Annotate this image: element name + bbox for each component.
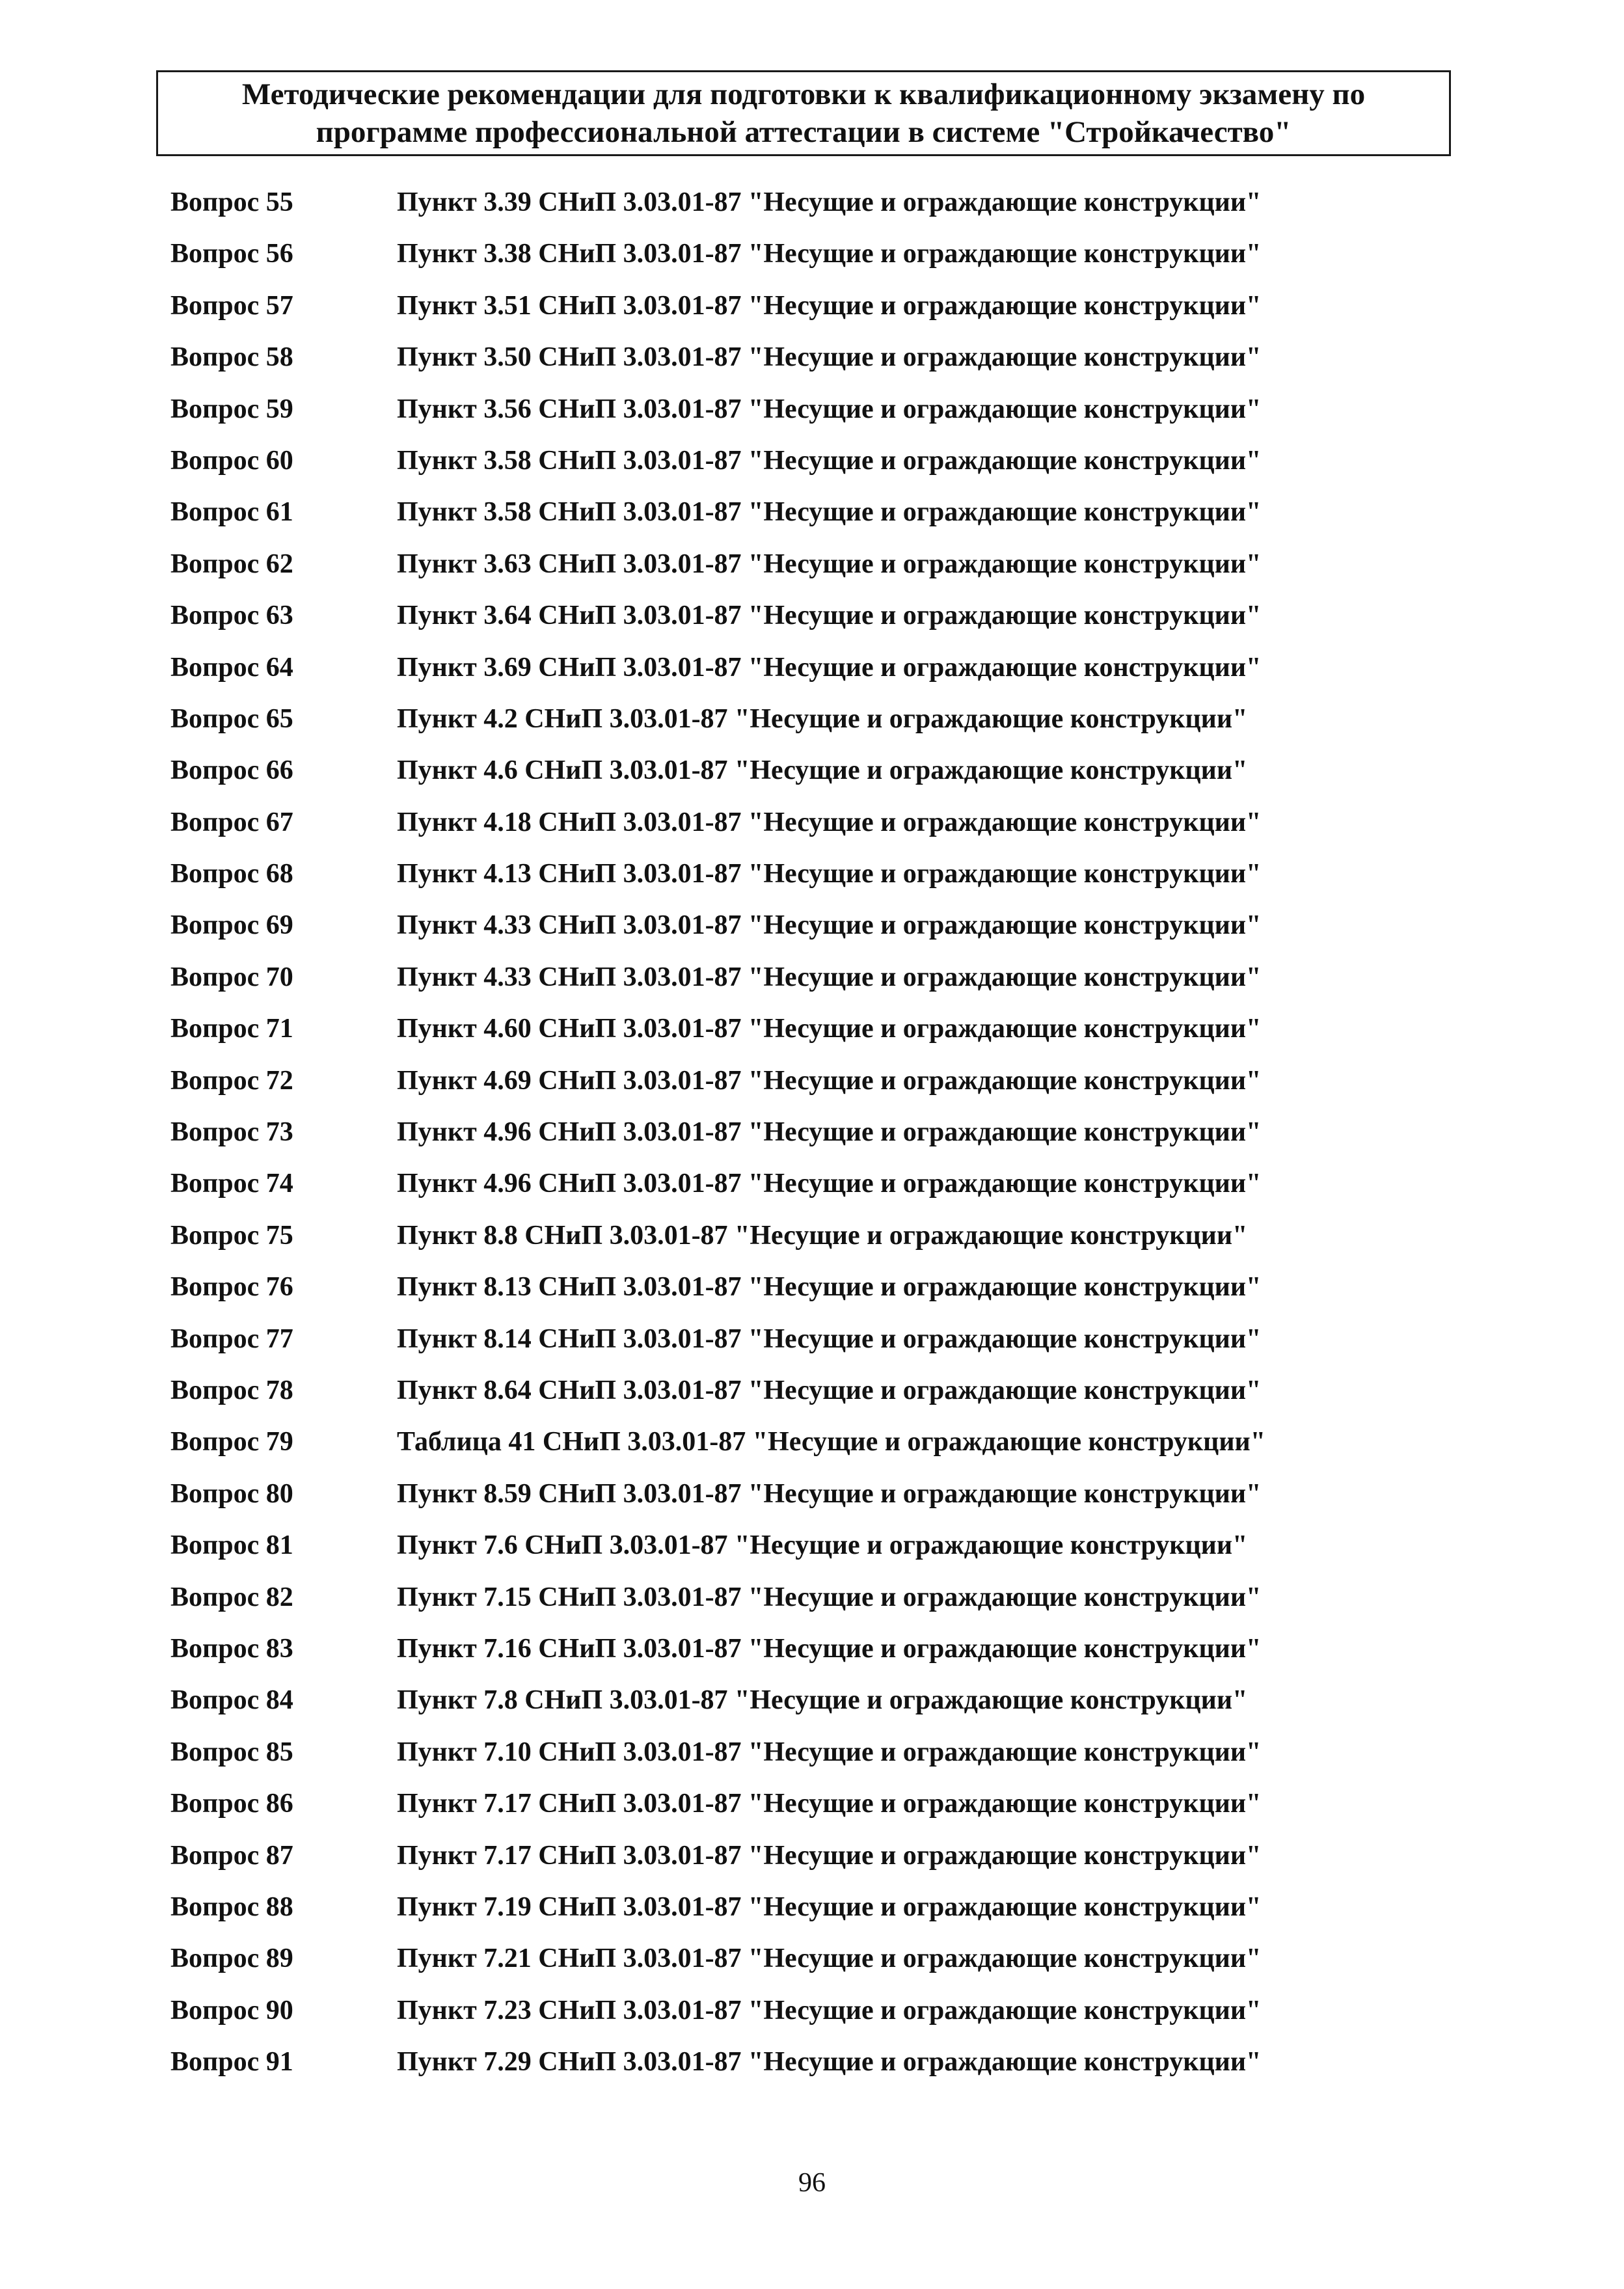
- normative-reference: Пункт 4.33 СНиП 3.03.01-87 "Несущие и ограждающие конструкции": [397, 962, 1262, 992]
- list-item: [0, 391, 1624, 442]
- normative-reference: Пункт 7.29 СНиП 3.03.01-87 "Несущие и ограждающие конструкции": [397, 2047, 1262, 2078]
- normative-reference: Пункт 3.64 СНиП 3.03.01-87 "Несущие и ограждающие конструкции": [397, 601, 1262, 631]
- list-item: [0, 1682, 1624, 1733]
- question-number: Вопрос 80: [170, 1478, 293, 1509]
- question-number: Вопрос 78: [170, 1375, 293, 1405]
- question-number: Вопрос 86: [170, 1789, 293, 1819]
- question-number: Вопрос 63: [170, 601, 293, 631]
- question-number: Вопрос 57: [170, 290, 293, 321]
- normative-reference: Пункт 7.17 СНиП 3.03.01-87 "Несущие и ограждающие конструкции": [397, 1840, 1262, 1871]
- list-item: [0, 1837, 1624, 1889]
- question-reference-list: [0, 184, 1624, 2095]
- normative-reference: Пункт 7.15 СНиП 3.03.01-87 "Несущие и ограждающие конструкции": [397, 1582, 1262, 1612]
- normative-reference: Пункт 4.6 СНиП 3.03.01-87 "Несущие и ограждающие конструкции": [397, 755, 1248, 786]
- normative-reference: Пункт 7.17 СНиП 3.03.01-87 "Несущие и ограждающие конструкции": [397, 1789, 1262, 1819]
- normative-reference: Пункт 3.39 СНиП 3.03.01-87 "Несущие и ограждающие конструкции": [397, 187, 1262, 217]
- question-number: Вопрос 65: [170, 703, 293, 734]
- normative-reference: Пункт 7.6 СНиП 3.03.01-87 "Несущие и ограждающие конструкции": [397, 1530, 1248, 1561]
- list-item: [0, 1476, 1624, 1527]
- question-number: Вопрос 67: [170, 807, 293, 837]
- normative-reference: Пункт 8.59 СНиП 3.03.01-87 "Несущие и ограждающие конструкции": [397, 1478, 1262, 1509]
- list-item: [0, 1785, 1624, 1837]
- list-item: [0, 546, 1624, 597]
- normative-reference: Пункт 7.10 СНиП 3.03.01-87 "Несущие и ограждающие конструкции": [397, 1737, 1262, 1767]
- normative-reference: Пункт 3.63 СНиП 3.03.01-87 "Несущие и ограждающие конструкции": [397, 549, 1262, 579]
- question-number: Вопрос 68: [170, 859, 293, 889]
- question-number: Вопрос 87: [170, 1840, 293, 1871]
- question-number: Вопрос 84: [170, 1685, 293, 1716]
- list-item: [0, 1424, 1624, 1475]
- normative-reference: Пункт 4.96 СНиП 3.03.01-87 "Несущие и ограждающие конструкции": [397, 1117, 1262, 1148]
- normative-reference: Пункт 4.13 СНиП 3.03.01-87 "Несущие и ограждающие конструкции": [397, 859, 1262, 889]
- question-number: Вопрос 82: [170, 1582, 293, 1612]
- list-item: [0, 494, 1624, 545]
- question-number: Вопрос 70: [170, 962, 293, 992]
- list-item: [0, 1165, 1624, 1217]
- list-item: [0, 1992, 1624, 2044]
- normative-reference: Пункт 3.58 СНиП 3.03.01-87 "Несущие и ограждающие конструкции": [397, 445, 1262, 476]
- question-number: Вопрос 58: [170, 342, 293, 373]
- question-number: Вопрос 56: [170, 239, 293, 269]
- list-item: [0, 1269, 1624, 1320]
- question-number: Вопрос 62: [170, 549, 293, 579]
- normative-reference: Пункт 4.33 СНиП 3.03.01-87 "Несущие и ограждающие конструкции": [397, 910, 1262, 941]
- list-item: [0, 752, 1624, 804]
- question-number: Вопрос 74: [170, 1169, 293, 1199]
- list-item: [0, 701, 1624, 752]
- normative-reference: Пункт 3.58 СНиП 3.03.01-87 "Несущие и ограждающие конструкции": [397, 497, 1262, 528]
- question-number: Вопрос 83: [170, 1633, 293, 1664]
- question-number: Вопрос 66: [170, 755, 293, 786]
- list-item: [0, 959, 1624, 1010]
- normative-reference: Пункт 4.96 СНиП 3.03.01-87 "Несущие и ограждающие конструкции": [397, 1169, 1262, 1199]
- normative-reference: Пункт 4.18 СНиП 3.03.01-87 "Несущие и ограждающие конструкции": [397, 807, 1262, 837]
- list-item: [0, 856, 1624, 907]
- header-title-line-2: программе профессиональной аттестации в системе "Стройкачество": [316, 115, 1292, 149]
- list-item: [0, 339, 1624, 390]
- list-item: [0, 907, 1624, 958]
- list-item: [0, 1372, 1624, 1424]
- list-item: [0, 184, 1624, 236]
- list-item: [0, 1063, 1624, 1114]
- question-number: Вопрос 60: [170, 445, 293, 476]
- normative-reference: Пункт 4.69 СНиП 3.03.01-87 "Несущие и ограждающие конструкции": [397, 1065, 1262, 1096]
- normative-reference: Пункт 7.21 СНиП 3.03.01-87 "Несущие и ограждающие конструкции": [397, 1944, 1262, 1974]
- list-item: [0, 236, 1624, 287]
- normative-reference: Пункт 8.14 СНиП 3.03.01-87 "Несущие и ограждающие конструкции": [397, 1323, 1262, 1354]
- list-item: [0, 1321, 1624, 1372]
- question-number: Вопрос 81: [170, 1530, 293, 1561]
- normative-reference: Пункт 7.19 СНиП 3.03.01-87 "Несущие и ограждающие конструкции": [397, 1891, 1262, 1922]
- list-item: [0, 1889, 1624, 1940]
- list-item: [0, 1734, 1624, 1785]
- normative-reference: Пункт 3.38 СНиП 3.03.01-87 "Несущие и ограждающие конструкции": [397, 239, 1262, 269]
- list-item: [0, 288, 1624, 339]
- question-number: Вопрос 61: [170, 497, 293, 528]
- question-number: Вопрос 89: [170, 1944, 293, 1974]
- question-number: Вопрос 64: [170, 652, 293, 683]
- list-item: [0, 442, 1624, 494]
- list-item: [0, 804, 1624, 856]
- normative-reference: Пункт 7.23 СНиП 3.03.01-87 "Несущие и ограждающие конструкции": [397, 1995, 1262, 2025]
- normative-reference: Пункт 3.69 СНиП 3.03.01-87 "Несущие и ограждающие конструкции": [397, 652, 1262, 683]
- normative-reference: Пункт 7.8 СНиП 3.03.01-87 "Несущие и ограждающие конструкции": [397, 1685, 1248, 1716]
- list-item: [0, 597, 1624, 649]
- question-number: Вопрос 59: [170, 394, 293, 424]
- normative-reference: Пункт 3.50 СНиП 3.03.01-87 "Несущие и ограждающие конструкции": [397, 342, 1262, 373]
- normative-reference: Пункт 8.8 СНиП 3.03.01-87 "Несущие и ограждающие конструкции": [397, 1220, 1248, 1251]
- normative-reference: Пункт 3.56 СНиП 3.03.01-87 "Несущие и ограждающие конструкции": [397, 394, 1262, 424]
- list-item: [0, 649, 1624, 701]
- question-number: Вопрос 75: [170, 1220, 293, 1251]
- normative-reference: Пункт 3.51 СНиП 3.03.01-87 "Несущие и ограждающие конструкции": [397, 290, 1262, 321]
- normative-reference: Пункт 4.2 СНиП 3.03.01-87 "Несущие и ограждающие конструкции": [397, 703, 1248, 734]
- question-number: Вопрос 77: [170, 1323, 293, 1354]
- document-header: [156, 70, 1451, 156]
- question-number: Вопрос 76: [170, 1272, 293, 1303]
- question-number: Вопрос 71: [170, 1014, 293, 1044]
- question-number: Вопрос 73: [170, 1117, 293, 1148]
- normative-reference: Таблица 41 СНиП 3.03.01-87 "Несущие и ограждающие конструкции": [397, 1427, 1266, 1457]
- question-number: Вопрос 85: [170, 1737, 293, 1767]
- list-item: [0, 1114, 1624, 1165]
- list-item: [0, 1579, 1624, 1631]
- normative-reference: Пункт 8.13 СНиП 3.03.01-87 "Несущие и ограждающие конструкции": [397, 1272, 1262, 1303]
- header-title-line-1: Методические рекомендации для подготовки к квалификационному экзамену по: [241, 77, 1366, 111]
- question-number: Вопрос 55: [170, 187, 293, 217]
- normative-reference: Пункт 7.16 СНиП 3.03.01-87 "Несущие и ограждающие конструкции": [397, 1633, 1262, 1664]
- normative-reference: Пункт 4.60 СНиП 3.03.01-87 "Несущие и ограждающие конструкции": [397, 1014, 1262, 1044]
- question-number: Вопрос 79: [170, 1427, 293, 1457]
- list-item: [0, 2044, 1624, 2095]
- question-number: Вопрос 90: [170, 1995, 293, 2025]
- list-item: [0, 1527, 1624, 1578]
- question-number: Вопрос 69: [170, 910, 293, 941]
- question-number: Вопрос 88: [170, 1891, 293, 1922]
- page-number: 96: [798, 2168, 826, 2198]
- list-item: [0, 1631, 1624, 1682]
- normative-reference: Пункт 8.64 СНиП 3.03.01-87 "Несущие и ограждающие конструкции": [397, 1375, 1262, 1405]
- list-item: [0, 1217, 1624, 1269]
- question-number: Вопрос 91: [170, 2047, 293, 2078]
- question-number: Вопрос 72: [170, 1065, 293, 1096]
- list-item: [0, 1010, 1624, 1062]
- list-item: [0, 1940, 1624, 1992]
